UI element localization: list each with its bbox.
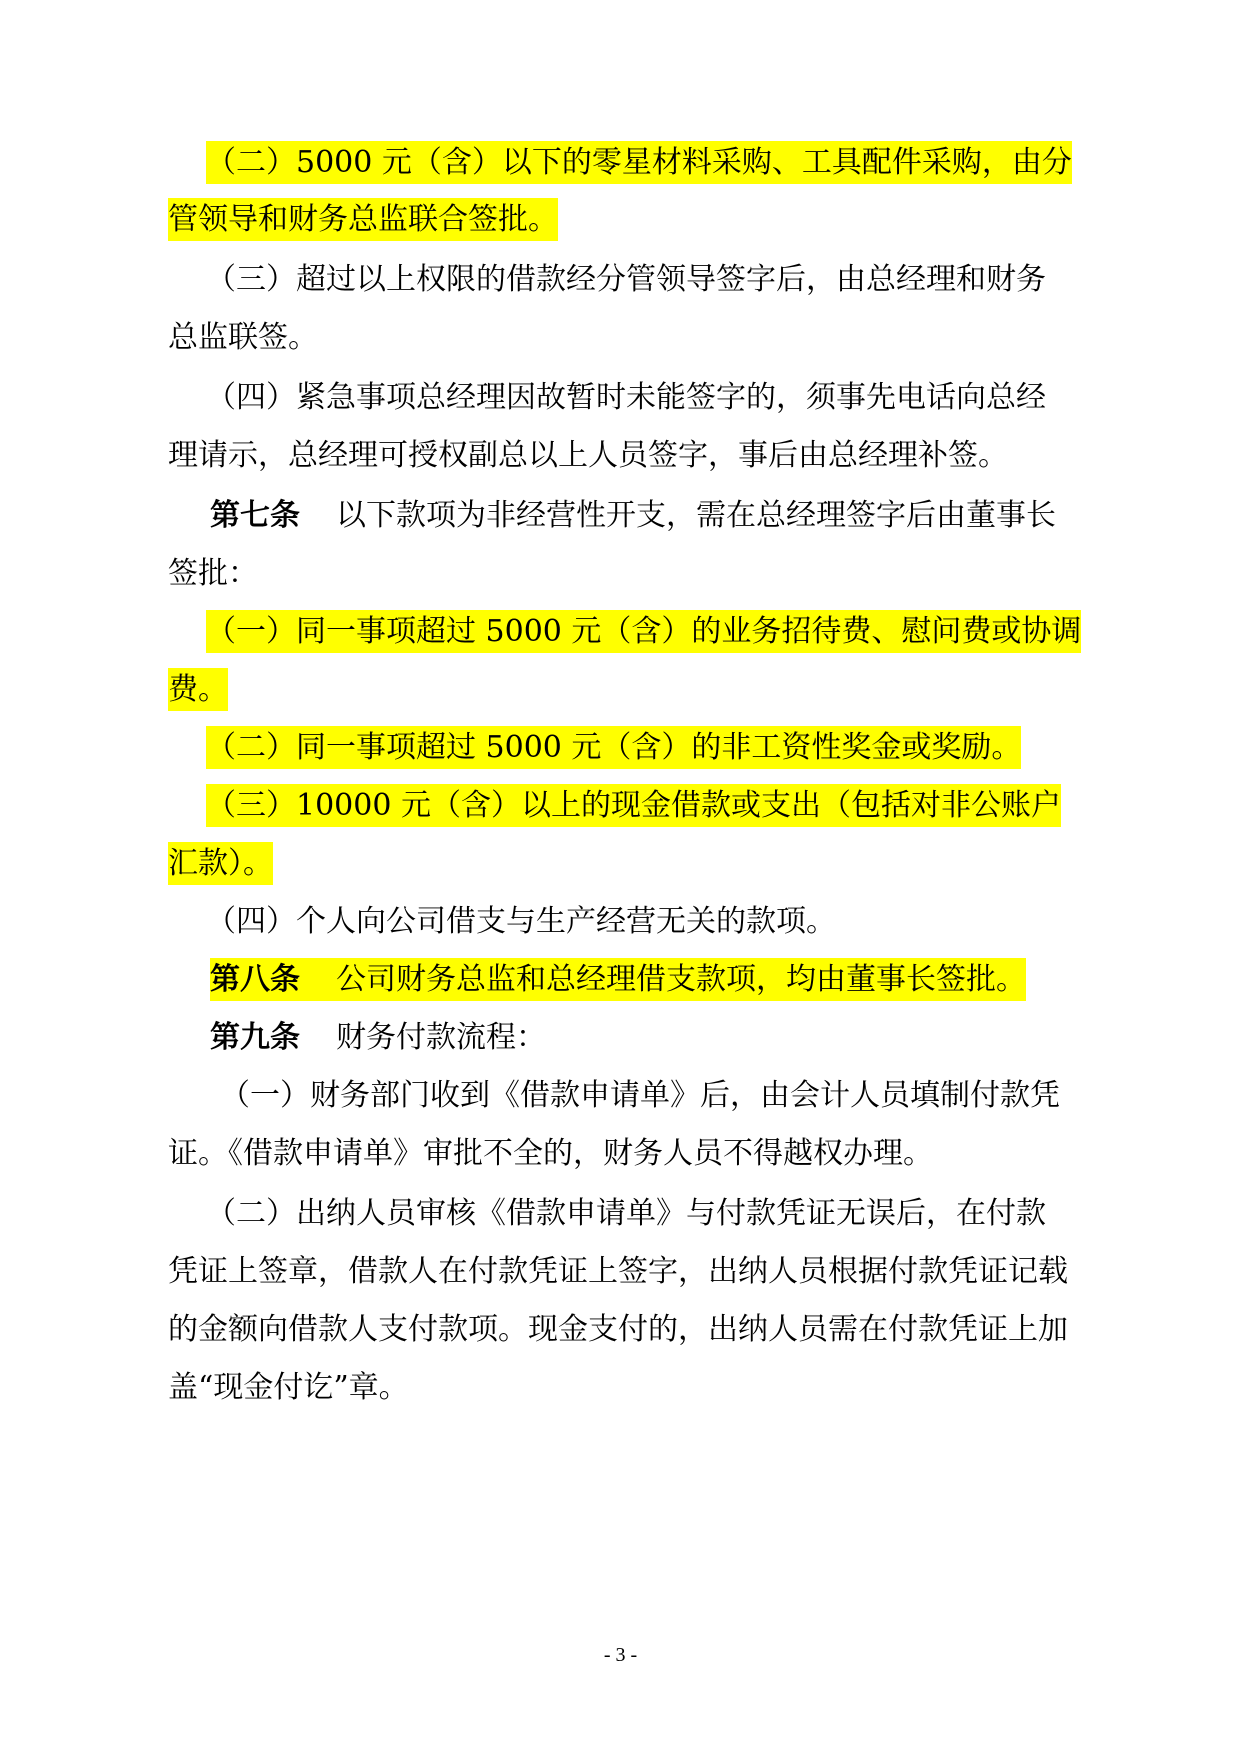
paragraph-line: 证。《借款申请单》审批不全的，财务人员不得越权办理。 — [168, 1136, 933, 1171]
paragraph-line: 的金额向借款人支付款项。现金支付的，出纳人员需在付款凭证上加 — [168, 1312, 1068, 1347]
article-7-line — [210, 496, 1056, 536]
paragraph-line — [168, 670, 228, 710]
paragraph-line — [206, 612, 1081, 652]
article-8-line — [210, 960, 1026, 1000]
paragraph-line: 盖“现金付讫”章。 — [168, 1370, 409, 1405]
paragraph-line — [206, 143, 1072, 183]
article-9-line — [210, 1018, 546, 1058]
paragraph-line: 理请示，总经理可授权副总以上人员签字，事后由总经理补签。 — [168, 438, 1008, 473]
article-8-heading: 第八条 — [210, 962, 300, 997]
paragraph-line — [206, 728, 1021, 768]
highlighted-text: （一）同一事项超过 5000 元（含）的业务招待费、慰问费或协调 — [206, 610, 1081, 653]
page-number: - 3 - — [603, 1644, 638, 1666]
highlighted-text: （三）10000 元（含）以上的现金借款或支出（包括对非公账户 — [206, 784, 1061, 827]
article-7-text: 以下款项为非经营性开支，需在总经理签字后由董事长 — [336, 498, 1056, 533]
article-9-text: 财务付款流程： — [336, 1020, 546, 1055]
paragraph-line: 签批： — [168, 556, 258, 591]
article-7-heading: 第七条 — [210, 498, 300, 533]
highlighted-text — [210, 958, 1026, 1001]
highlighted-text: （二）5000 元（含）以下的零星材料采购、工具配件采购，由分 — [206, 141, 1072, 184]
paragraph-line: （二）出纳人员审核《借款申请单》与付款凭证无误后，在付款 — [206, 1196, 1046, 1231]
paragraph-line: （四）个人向公司借支与生产经营无关的款项。 — [206, 904, 836, 939]
highlighted-text: （二）同一事项超过 5000 元（含）的非工资性奖金或奖励。 — [206, 726, 1021, 769]
article-8-text: 公司财务总监和总经理借支款项，均由董事长签批。 — [336, 962, 1026, 997]
paragraph-line — [206, 786, 1061, 826]
article-9-heading: 第九条 — [210, 1020, 300, 1055]
paragraph-line: （三）超过以上权限的借款经分管领导签字后，由总经理和财务 — [206, 262, 1046, 297]
highlighted-text: 费。 — [168, 668, 228, 711]
highlighted-text: 汇款）。 — [168, 842, 273, 885]
paragraph-line — [168, 844, 273, 884]
paragraph-line: （四）紧急事项总经理因故暂时未能签字的，须事先电话向总经 — [206, 380, 1046, 415]
paragraph-line: 总监联签。 — [168, 320, 318, 355]
paragraph-line: （一）财务部门收到《借款申请单》后，由会计人员填制付款凭 — [220, 1078, 1060, 1113]
highlighted-text: 管领导和财务总监联合签批。 — [168, 198, 558, 241]
paragraph-line: 凭证上签章，借款人在付款凭证上签字，出纳人员根据付款凭证记载 — [168, 1254, 1068, 1289]
paragraph-line — [168, 200, 558, 240]
